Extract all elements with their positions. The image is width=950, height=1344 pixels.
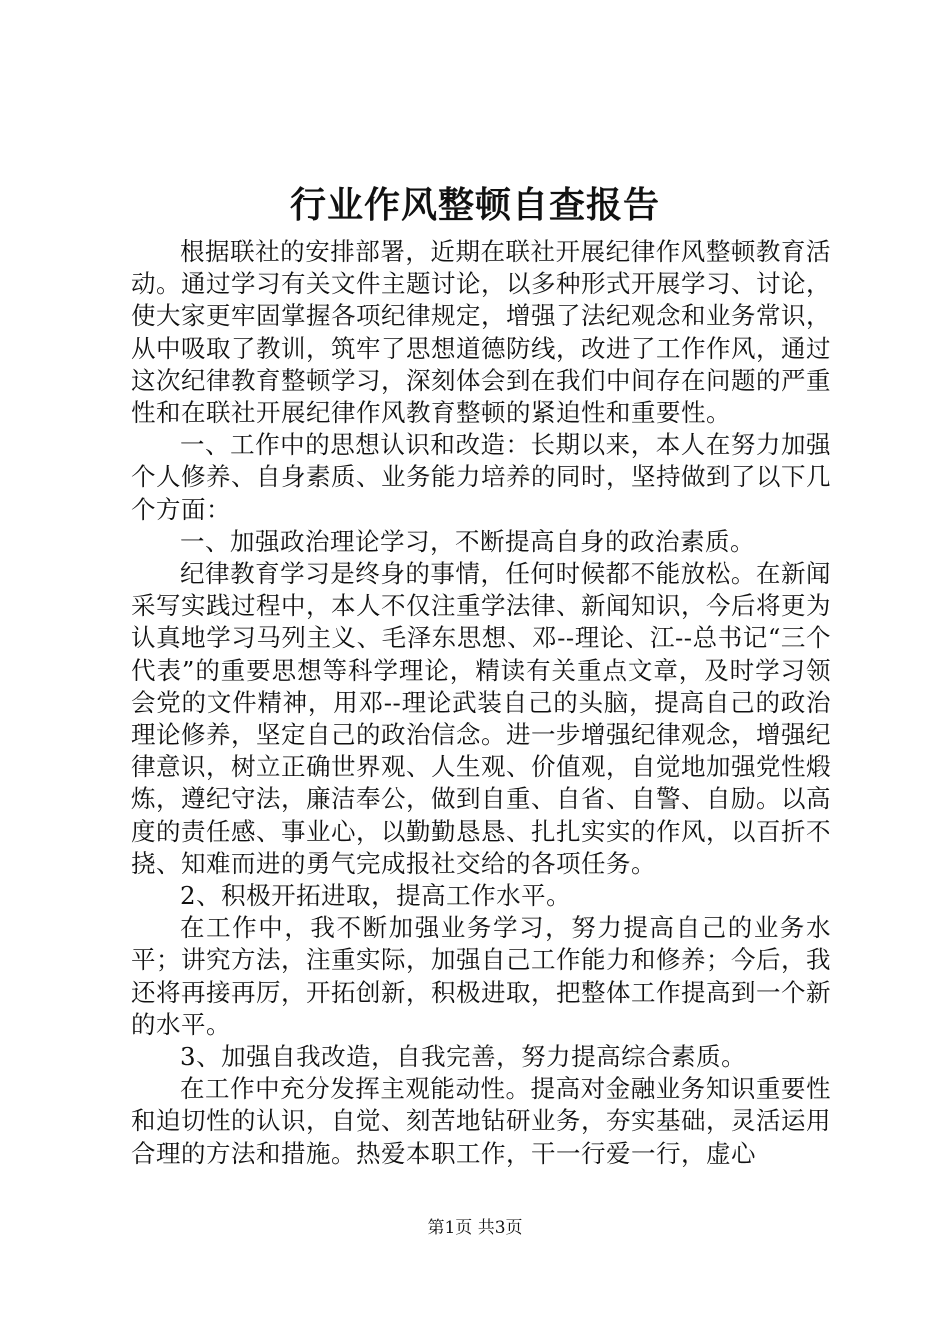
paragraph-heading-work-level: 2、积极开拓进取，提高工作水平。 <box>180 881 572 911</box>
page-footer: 第1页 共3页 <box>427 1218 523 1238</box>
paragraph-business-study: 在工作中，我不断加强业务学习，努力提高自己的业务水平；讲究方法，注重实际，加强自己工作能力和修养；今后，我还将再接再厉，开拓创新，积极进取，把整体工作提高到一个新的水平。 <box>131 913 831 1039</box>
paragraph-intro: 根据联社的安排部署，近期在联社开展纪律作风整顿教育活动。通过学习有关文件主题讨论，以多种形式开展学习、讨论，使大家更牢固掌握各项纪律规定，增强了法纪观念和业务常识，从中吸取了教训，筑牢了思想道德防线，改进了工作作风，通过这次纪律教育整顿学习，深刻体会到在我们中间存在问题的严重性和在联社开展纪律作风教育整顿的紧迫性和重要性。 <box>131 237 831 428</box>
paragraph-heading-political-study: 一、加强政治理论学习，不断提高自身的政治素质。 <box>180 526 755 556</box>
paragraph-heading-self-improvement: 3、加强自我改造，自我完善，努力提高综合素质。 <box>180 1042 747 1072</box>
document-title: 行业作风整顿自查报告 <box>289 184 660 226</box>
paragraph-initiative: 在工作中充分发挥主观能动性。提高对金融业务知识重要性和迫切性的认识，自觉、刻苦地钻研业务，夯实基础，灵活运用合理的方法和措施。热爱本职工作，干一行爱一行，虚心 <box>131 1074 831 1168</box>
document-body <box>131 236 831 1170</box>
paragraph-discipline-study: 纪律教育学习是终身的事情，任何时候都不能放松。在新闻采写实践过程中，本人不仅注重学法律、新闻知识，今后将更为认真地学习马列主义、毛泽东思想、邓--理论、江--总书记“三个代表”的重要思想等科学理论，精读有关重点文章，及时学习领会党的文件精神，用邓--理论武装自己的头脑，提高自己的政治理论修养，坚定自己的政治信念。进一步增强纪律观念，增强纪律意识，树立正确世界观、人生观、价值观，自觉地加强党性煅炼，遵纪守法，廉洁奉公，做到自重、自省、自警、自励。以高度的责任感、事业心，以勤勤恳恳、扎扎实实的作风，以百折不挠、知难而进的勇气完成报社交给的各项任务。 <box>131 559 831 878</box>
paragraph-section-one: 一、工作中的思想认识和改造：长期以来，本人在努力加强个人修养、自身素质、业务能力培养的同时，坚持做到了以下几个方面： <box>131 430 831 524</box>
